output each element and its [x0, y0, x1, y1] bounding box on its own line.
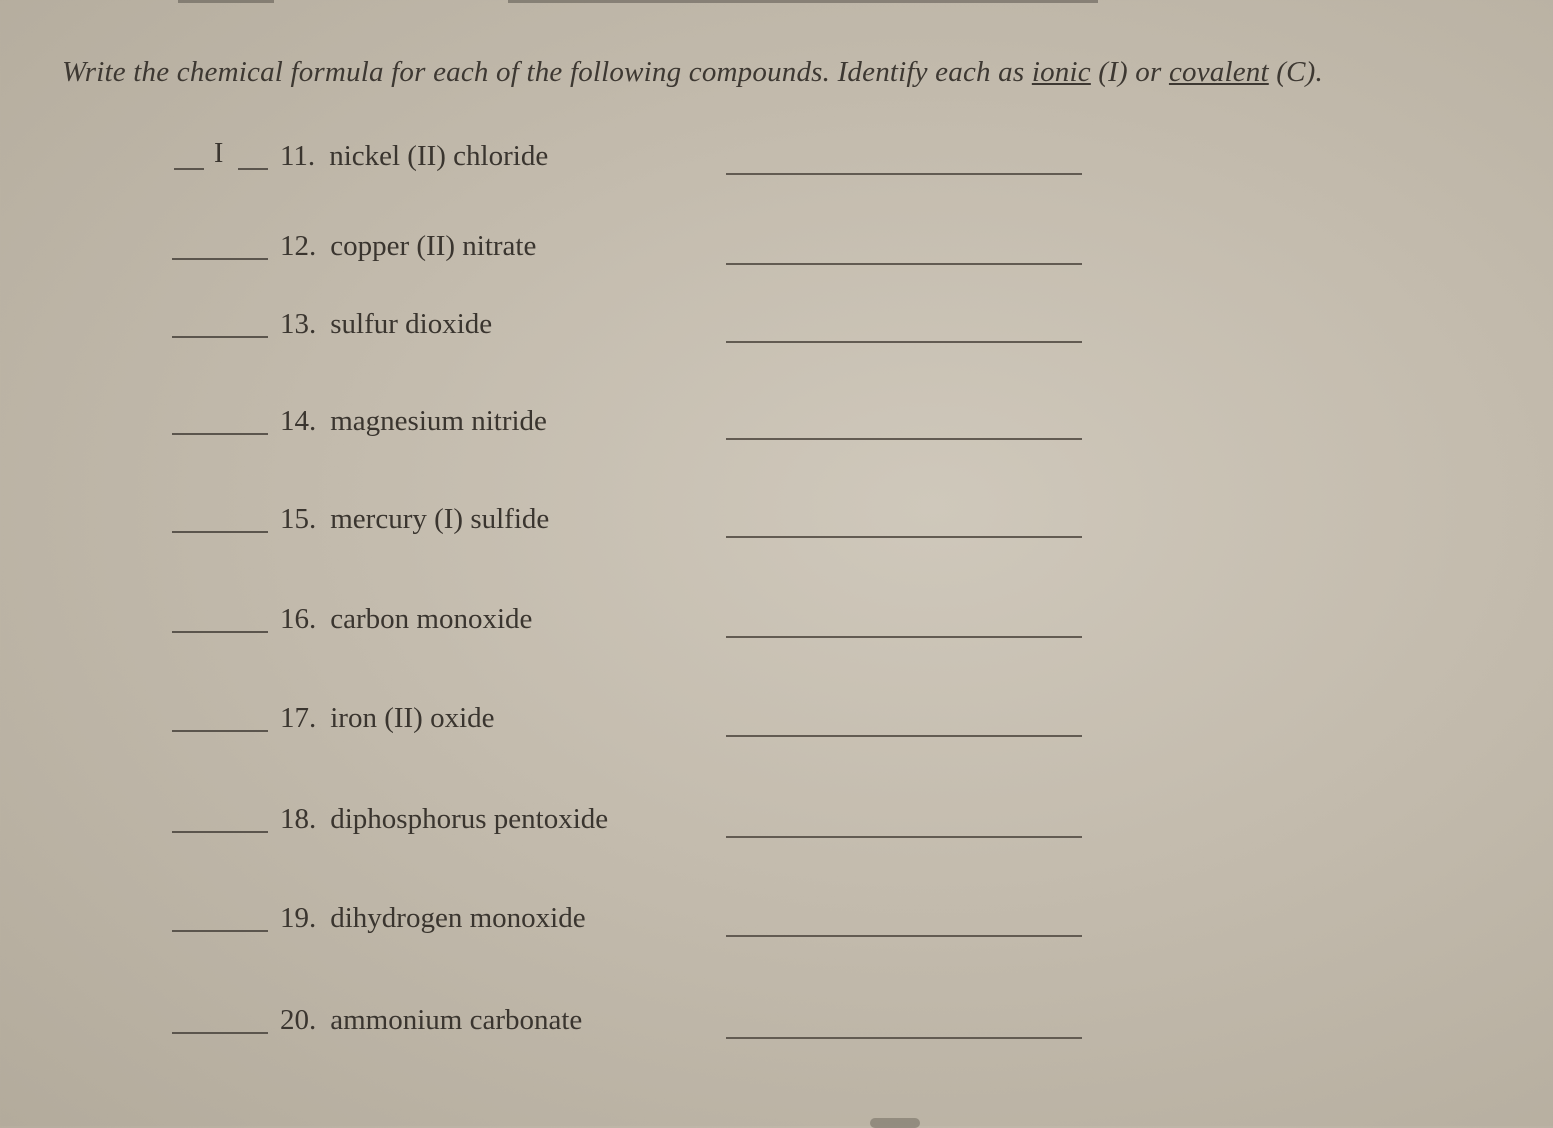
- compound-name: diphosphorus pentoxide: [330, 803, 609, 835]
- question-number: 11.: [280, 140, 316, 172]
- instructions-ionic: ionic: [1031, 56, 1091, 88]
- type-blank[interactable]: [172, 930, 268, 932]
- formula-blank[interactable]: [726, 935, 1082, 937]
- bottom-edge-mark: [870, 1118, 920, 1128]
- question-number: 15.: [280, 503, 317, 535]
- type-blank-right: [238, 168, 268, 170]
- question-text: [280, 603, 532, 636]
- question-text: [280, 230, 536, 263]
- formula-blank[interactable]: [726, 536, 1082, 538]
- type-blank[interactable]: [172, 831, 268, 833]
- compound-name: carbon monoxide: [330, 603, 533, 635]
- instructions-covalent: covalent: [1168, 56, 1269, 88]
- formula-blank[interactable]: [726, 636, 1082, 638]
- question-text: [280, 503, 549, 536]
- compound-name: magnesium nitride: [330, 405, 547, 437]
- question-row: [0, 902, 1553, 962]
- question-row: [0, 803, 1553, 863]
- compound-name: mercury (I) sulfide: [330, 503, 550, 535]
- formula-blank[interactable]: [726, 341, 1082, 343]
- instructions: [62, 56, 1542, 89]
- question-number: 14.: [280, 405, 317, 437]
- formula-blank[interactable]: [726, 836, 1082, 838]
- question-row: [0, 702, 1553, 762]
- instructions-text-after: (C).: [1268, 56, 1323, 88]
- question-text: [280, 405, 547, 438]
- question-row: [0, 308, 1553, 368]
- question-number: 18.: [280, 803, 317, 835]
- question-text: [280, 1004, 582, 1037]
- instructions-text-middle: (I) or: [1090, 56, 1169, 88]
- type-blank[interactable]: [172, 258, 268, 260]
- question-text: [280, 308, 492, 341]
- formula-blank[interactable]: [726, 735, 1082, 737]
- compound-name: copper (II) nitrate: [330, 230, 537, 262]
- type-blank[interactable]: [172, 531, 268, 533]
- type-blank[interactable]: [172, 1032, 268, 1034]
- formula-blank[interactable]: [726, 1037, 1082, 1039]
- question-row: [0, 405, 1553, 465]
- formula-blank[interactable]: [726, 438, 1082, 440]
- question-text: [280, 702, 495, 735]
- question-text: [280, 803, 608, 836]
- question-number: 19.: [280, 902, 317, 934]
- question-row: [0, 503, 1553, 563]
- top-rule-left: [178, 0, 274, 3]
- type-blank[interactable]: [172, 433, 268, 435]
- question-number: 13.: [280, 308, 317, 340]
- top-rule-right: [508, 0, 1098, 3]
- question-number: 12.: [280, 230, 317, 262]
- question-text: [280, 902, 586, 935]
- question-row: [0, 603, 1553, 663]
- compound-name: ammonium carbonate: [330, 1004, 583, 1036]
- question-row: [0, 140, 1553, 200]
- compound-name: iron (II) oxide: [330, 702, 495, 734]
- formula-blank[interactable]: [726, 263, 1082, 265]
- question-number: 16.: [280, 603, 317, 635]
- question-text: [280, 140, 548, 173]
- type-blank[interactable]: [172, 730, 268, 732]
- instructions-text-before: Write the chemical formula for each of the following compounds. Identify each as: [62, 56, 1032, 88]
- question-number: 17.: [280, 702, 317, 734]
- question-row: [0, 1004, 1553, 1064]
- question-row: [0, 230, 1553, 290]
- type-blank[interactable]: [172, 631, 268, 633]
- formula-blank[interactable]: [726, 173, 1082, 175]
- compound-name: nickel (II) chloride: [329, 140, 549, 172]
- type-blank[interactable]: [172, 336, 268, 338]
- type-answer[interactable]: I: [214, 138, 224, 169]
- compound-name: dihydrogen monoxide: [330, 902, 586, 934]
- question-number: 20.: [280, 1004, 317, 1036]
- type-blank-left: [174, 168, 204, 170]
- compound-name: sulfur dioxide: [330, 308, 493, 340]
